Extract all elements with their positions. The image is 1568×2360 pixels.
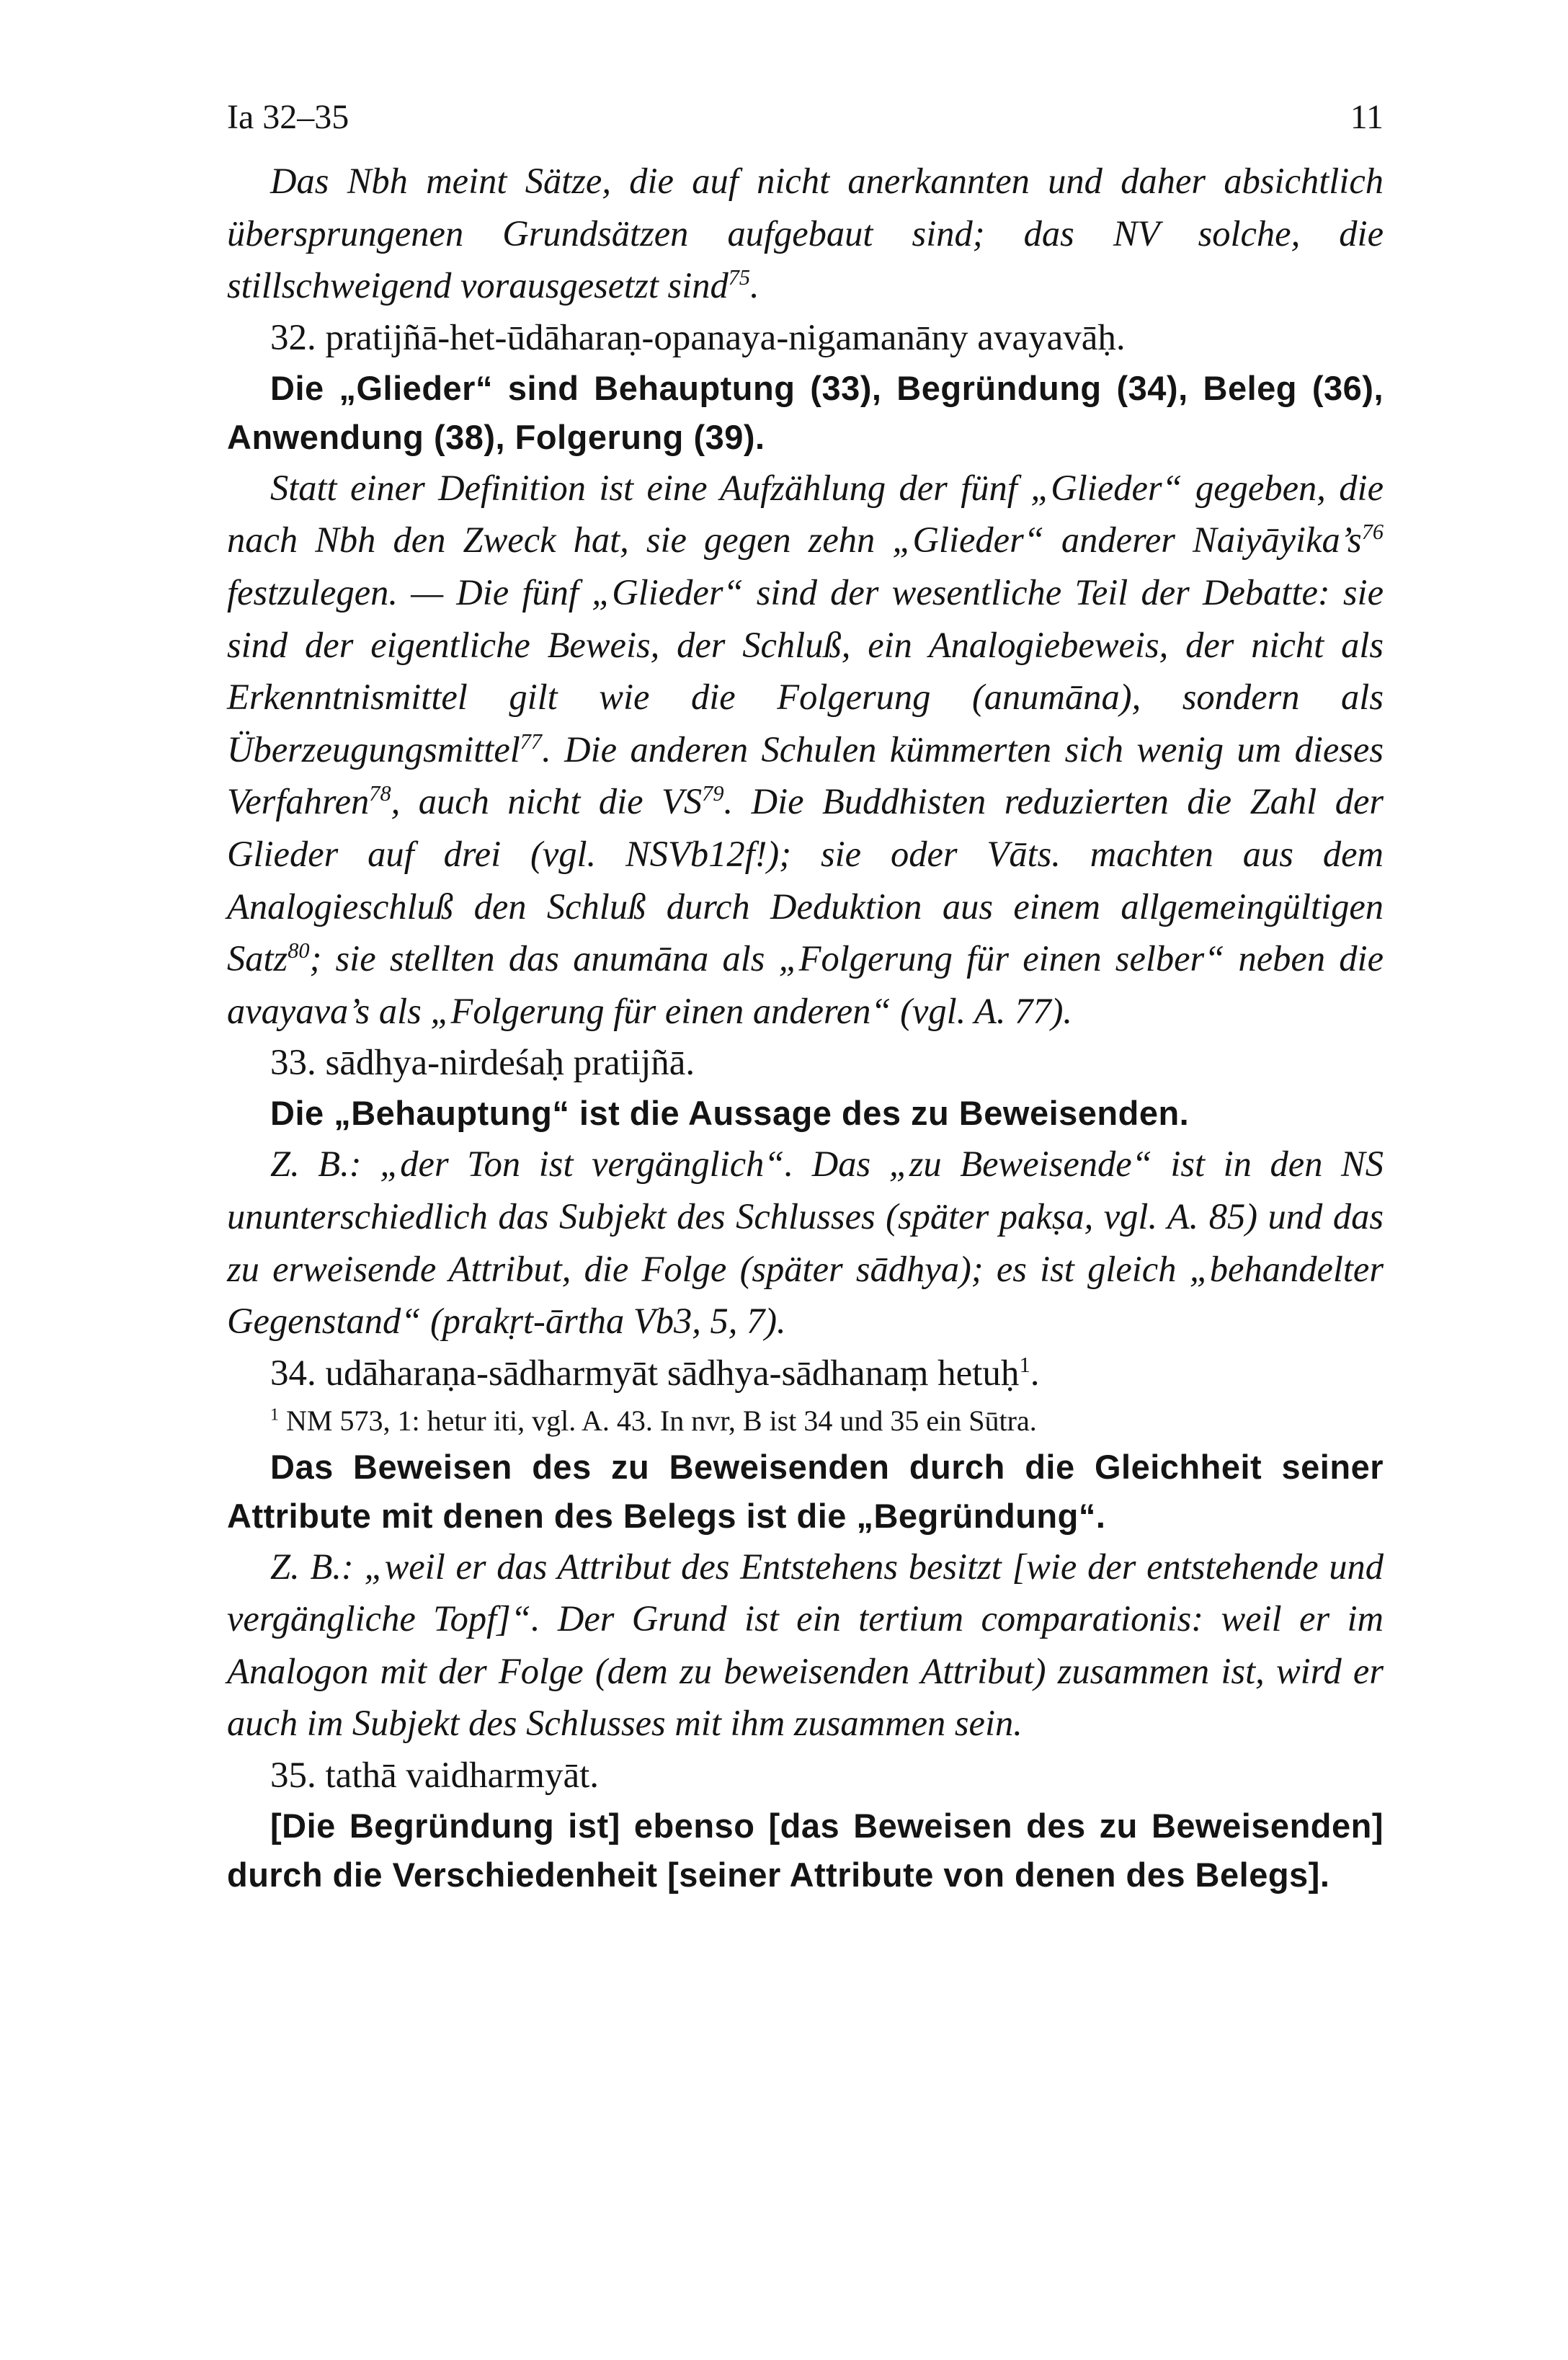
translation-34: Das Beweisen des zu Beweisenden durch die Gleichheit seiner Attribute mit denen des Belegs ist die „Begründung“. [227,1447,1384,1535]
commentary-text: Statt einer Definition ist eine Aufzählung der fünf „Glieder“ gegeben, die nach Nbh den Zweck hat, sie gegen zehn „Glieder“ anderer Naiyāyika’s [227,467,1384,561]
translation-32: Die „Glieder“ sind Behauptung (33), Begründung (34), Beleg (36), Anwendung (38), Folgerung (39). [227,368,1384,456]
footnote-ref: 1 [1019,1352,1030,1377]
sutra-32: 32. pratijñā-het-ūdāharaṇ-opanaya-nigamanāny avayavāḥ. [270,317,1126,358]
commentary-paragraph [227,155,1384,312]
commentary-text: Das Nbh meint Sätze, die auf nicht anerkannten und daher absichtlich übersprungenen Grundsätzen aufgebaut sind; das NV solche, die stillschweigend vorausgesetzt sind [227,161,1384,306]
commentary-paragraph: Z. B.: „der Ton ist vergänglich“. Das „zu Beweisende“ ist in den NS ununterschiedlich das Subjekt des Schlusses (später pakṣa, vgl. A. 85) und das zu erweisende Attribut, die Folge (später sādhya); es ist gleich „behandelter Gegenstand“ (prakṛt-ārtha Vb3, 5, 7). [227,1144,1384,1342]
sutra-34 [227,1348,1384,1399]
footnote-ref: 78 [369,781,391,806]
commentary-text: festzulegen. — Die fünf „Glieder“ sind der wesentliche Teil der Debatte: sie sind der eigentliche Beweis, der Schluß, ein Analogiebeweis, der nicht als Erkenntnismittel gilt wie die Folgerung (anumāna), sondern als Überzeugungsmittel [227,571,1384,770]
commentary-paragraph: Z. B.: „weil er das Attribut des Entstehens besitzt [wie der entstehende und vergängliche Topf]“. Der Grund ist ein tertium comparationis: weil er im Analogon mit der Folge (dem zu beweisenden Attribut) zusammen ist, wird er auch im Subjekt des Schlusses mit ihm zusammen sein. [227,1546,1384,1744]
footnote-ref: 79 [702,781,724,806]
page-number: 11 [1350,98,1384,136]
commentary-text: . Die Buddhisten reduzierten die Zahl der Glieder auf drei (vgl. NSVb12f!); sie oder Vāts. machten aus dem Analogieschluß den Schluß durch Deduktion aus einem allgemeingültigen Satz [227,781,1384,979]
translation-35: [Die Begründung ist] ebenso [das Beweisen des zu Beweisenden] durch die Verschiedenheit [seiner Attribute von denen des Belegs]. [227,1807,1384,1894]
book-page [227,97,1384,1900]
sutra-text: 34. udāharaṇa-sādharmyāt sādhya-sādhanaṃ hetuḥ [270,1353,1020,1394]
sutra-33: 33. sādhya-nirdeśaḥ pratijñā. [270,1043,695,1084]
section-reference: Ia 32–35 [227,98,349,136]
sutra-35: 35. tathā vaidharmyāt. [270,1755,600,1796]
commentary-text: ; sie stellten das anumāna als „Folgerung für einen selber“ neben die avayava’s als „Folgerung für einen anderen“ (vgl. A. 77). [227,938,1384,1031]
commentary-text: . [750,265,760,306]
footnote-ref: 75 [728,265,751,290]
sutra-text: . [1030,1353,1040,1394]
translation-33: Die „Behauptung“ ist die Aussage des zu Beweisenden. [270,1094,1190,1133]
footnote-marker: 1 [270,1405,279,1425]
commentary-paragraph [227,462,1384,1038]
commentary-text: , auch nicht die VS [391,781,703,822]
commentary-text: . Die anderen Schulen kümmerten sich wenig um dieses Verfahren [227,729,1384,822]
footnote-ref: 80 [288,938,310,963]
footnote [227,1399,1384,1443]
footnote-ref: 77 [520,729,543,754]
running-header [227,97,1384,155]
footnote-ref: 76 [1361,520,1384,545]
footnote-text: NM 573, 1: hetur iti, vgl. A. 43. In nvr, B ist 34 und 35 ein Sūtra. [279,1404,1037,1437]
